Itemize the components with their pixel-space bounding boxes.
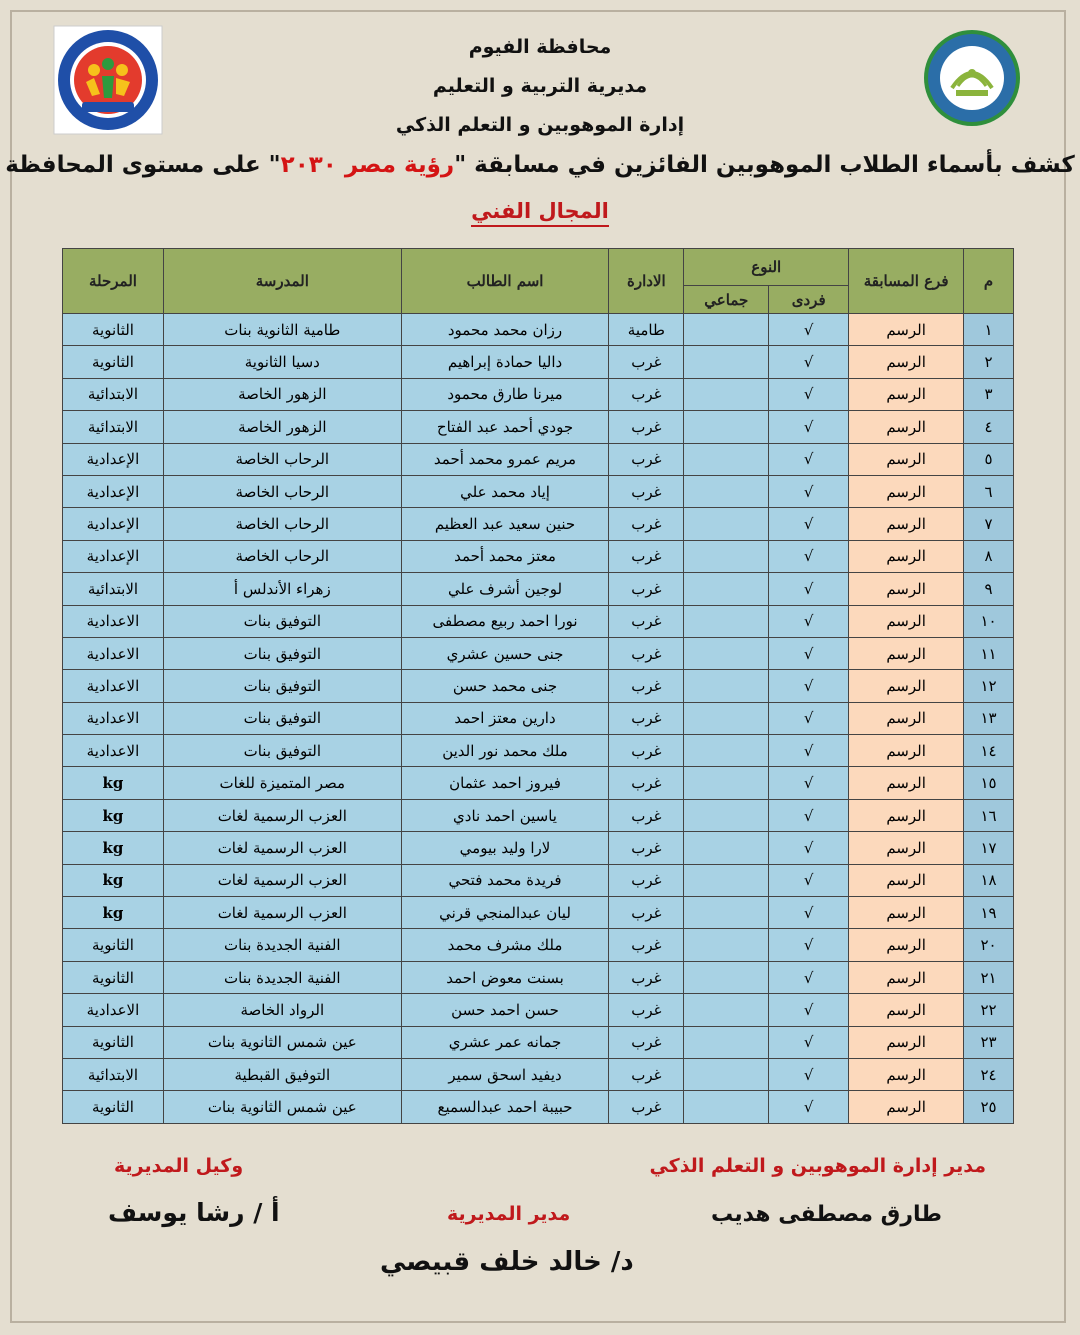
row-admin: غرب xyxy=(609,670,684,702)
row-branch: الرسم xyxy=(849,702,964,734)
row-group xyxy=(684,443,769,475)
row-school: الرحاب الخاصة xyxy=(163,508,401,540)
row-admin: غرب xyxy=(609,767,684,799)
table-row xyxy=(63,670,1014,702)
row-group xyxy=(684,1026,769,1058)
row-student-name: دارين معتز احمد xyxy=(401,702,609,734)
row-group xyxy=(684,799,769,831)
row-admin: غرب xyxy=(609,378,684,410)
row-stage: الابتدائية xyxy=(63,573,164,605)
header-stage: المرحلة xyxy=(63,249,164,314)
row-group xyxy=(684,994,769,1026)
title-highlight: رؤية مصر ٢٠٣٠ xyxy=(280,152,455,178)
row-stage: الإعدادية xyxy=(63,475,164,507)
row-num: ٢٤ xyxy=(964,1058,1014,1090)
row-individual-check: √ xyxy=(769,475,849,507)
row-admin: غرب xyxy=(609,475,684,507)
row-stage: الابتدائية xyxy=(63,411,164,443)
row-branch: الرسم xyxy=(849,1058,964,1090)
row-admin: غرب xyxy=(609,864,684,896)
row-group xyxy=(684,767,769,799)
row-school: التوفيق القبطية xyxy=(163,1058,401,1090)
row-stage: الإعدادية xyxy=(63,540,164,572)
row-admin: غرب xyxy=(609,1026,684,1058)
row-student-name: جمانه عمر عشري xyxy=(401,1026,609,1058)
row-group xyxy=(684,961,769,993)
row-branch: الرسم xyxy=(849,443,964,475)
row-num: ١٢ xyxy=(964,670,1014,702)
row-stage: الثانوية xyxy=(63,929,164,961)
table-row xyxy=(63,605,1014,637)
row-admin: غرب xyxy=(609,799,684,831)
row-school: عين شمس الثانوية بنات xyxy=(163,1026,401,1058)
row-individual-check: √ xyxy=(769,929,849,961)
governorate-name: محافظة الفيوم xyxy=(468,36,612,58)
table-row xyxy=(63,411,1014,443)
row-num: ١ xyxy=(964,314,1014,346)
field-title-text: المجال الفني xyxy=(471,199,609,227)
row-stage: الاعدادية xyxy=(63,994,164,1026)
row-stage: kg xyxy=(63,832,164,864)
row-group xyxy=(684,670,769,702)
table-row xyxy=(63,475,1014,507)
row-num: ١١ xyxy=(964,637,1014,669)
row-num: ١٠ xyxy=(964,605,1014,637)
row-admin: غرب xyxy=(609,1058,684,1090)
title-part-1: كشف بأسماء الطلاب الموهوبين الفائزين في مسابقة " xyxy=(454,152,1075,178)
row-num: ١٧ xyxy=(964,832,1014,864)
row-student-name: حسن احمد حسن xyxy=(401,994,609,1026)
row-student-name: حنين سعيد عبد العظيم xyxy=(401,508,609,540)
deputy-title: وكيل المديرية xyxy=(114,1155,244,1177)
row-individual-check: √ xyxy=(769,443,849,475)
row-branch: الرسم xyxy=(849,605,964,637)
row-branch: الرسم xyxy=(849,475,964,507)
row-branch: الرسم xyxy=(849,897,964,929)
table-row xyxy=(63,832,1014,864)
header-school: المدرسة xyxy=(163,249,401,314)
header-student: اسم الطالب xyxy=(401,249,609,314)
row-stage: الإعدادية xyxy=(63,443,164,475)
row-individual-check: √ xyxy=(769,540,849,572)
row-group xyxy=(684,378,769,410)
field-title xyxy=(0,199,1080,223)
row-admin: غرب xyxy=(609,637,684,669)
table-row xyxy=(63,1091,1014,1123)
row-individual-check: √ xyxy=(769,735,849,767)
table-row xyxy=(63,735,1014,767)
row-individual-check: √ xyxy=(769,411,849,443)
row-individual-check: √ xyxy=(769,637,849,669)
row-student-name: جنى محمد حسن xyxy=(401,670,609,702)
table-row xyxy=(63,1026,1014,1058)
row-school: طامية الثانوية بنات xyxy=(163,314,401,346)
row-stage: الاعدادية xyxy=(63,605,164,637)
row-school: الرحاب الخاصة xyxy=(163,540,401,572)
row-num: ١٣ xyxy=(964,702,1014,734)
table-row xyxy=(63,961,1014,993)
row-admin: غرب xyxy=(609,994,684,1026)
row-individual-check: √ xyxy=(769,670,849,702)
table-row xyxy=(63,994,1014,1026)
director-name: د/ خالد خلف قبيصي xyxy=(380,1247,634,1277)
row-individual-check: √ xyxy=(769,508,849,540)
row-school: الفنية الجديدة بنات xyxy=(163,961,401,993)
row-student-name: إياد محمد علي xyxy=(401,475,609,507)
row-group xyxy=(684,637,769,669)
header-branch: فرع المسابقة xyxy=(849,249,964,314)
header-group: جماعي xyxy=(684,286,769,314)
row-admin: غرب xyxy=(609,702,684,734)
row-stage: kg xyxy=(63,864,164,896)
row-num: ٩ xyxy=(964,573,1014,605)
row-student-name: ملك محمد نور الدين xyxy=(401,735,609,767)
table-row xyxy=(63,443,1014,475)
row-student-name: فيروز احمد عثمان xyxy=(401,767,609,799)
row-individual-check: √ xyxy=(769,573,849,605)
row-admin: غرب xyxy=(609,735,684,767)
row-student-name: ديفيد اسحق سمير xyxy=(401,1058,609,1090)
row-stage: الاعدادية xyxy=(63,702,164,734)
row-admin: غرب xyxy=(609,605,684,637)
row-admin: غرب xyxy=(609,411,684,443)
row-individual-check: √ xyxy=(769,799,849,831)
row-school: دسيا الثانوية xyxy=(163,346,401,378)
row-admin: غرب xyxy=(609,929,684,961)
row-individual-check: √ xyxy=(769,897,849,929)
table-row xyxy=(63,1058,1014,1090)
row-student-name: لوجين أشرف علي xyxy=(401,573,609,605)
row-stage: الابتدائية xyxy=(63,1058,164,1090)
row-stage: الاعدادية xyxy=(63,735,164,767)
row-branch: الرسم xyxy=(849,573,964,605)
row-admin: طامية xyxy=(609,314,684,346)
row-stage: الثانوية xyxy=(63,314,164,346)
row-branch: الرسم xyxy=(849,540,964,572)
row-admin: غرب xyxy=(609,832,684,864)
row-num: ٢٣ xyxy=(964,1026,1014,1058)
row-group xyxy=(684,605,769,637)
row-stage: الثانوية xyxy=(63,1026,164,1058)
row-stage: الثانوية xyxy=(63,346,164,378)
row-individual-check: √ xyxy=(769,832,849,864)
row-stage: الثانوية xyxy=(63,1091,164,1123)
row-school: العزب الرسمية لغات xyxy=(163,832,401,864)
row-group xyxy=(684,1058,769,1090)
row-stage: الإعدادية xyxy=(63,508,164,540)
table-row xyxy=(63,702,1014,734)
row-num: ٢ xyxy=(964,346,1014,378)
table-row xyxy=(63,508,1014,540)
row-num: ٧ xyxy=(964,508,1014,540)
manager-name: طارق مصطفى هديب xyxy=(711,1202,942,1227)
row-num: ٨ xyxy=(964,540,1014,572)
row-student-name: داليا حمادة إبراهيم xyxy=(401,346,609,378)
table-row xyxy=(63,864,1014,896)
row-admin: غرب xyxy=(609,1091,684,1123)
row-stage: kg xyxy=(63,799,164,831)
row-branch: الرسم xyxy=(849,832,964,864)
row-school: التوفيق بنات xyxy=(163,637,401,669)
row-student-name: ياسين احمد نادي xyxy=(401,799,609,831)
row-branch: الرسم xyxy=(849,767,964,799)
row-num: ٢١ xyxy=(964,961,1014,993)
row-num: ٥ xyxy=(964,443,1014,475)
row-school: العزب الرسمية لغات xyxy=(163,864,401,896)
table-row xyxy=(63,799,1014,831)
row-school: الزهور الخاصة xyxy=(163,411,401,443)
row-num: ٢٠ xyxy=(964,929,1014,961)
row-group xyxy=(684,540,769,572)
row-school: زهراء الأندلس أ xyxy=(163,573,401,605)
row-branch: الرسم xyxy=(849,735,964,767)
row-group xyxy=(684,735,769,767)
document-title xyxy=(0,152,1080,178)
row-group xyxy=(684,832,769,864)
row-individual-check: √ xyxy=(769,767,849,799)
row-school: الرحاب الخاصة xyxy=(163,475,401,507)
row-admin: غرب xyxy=(609,346,684,378)
row-branch: الرسم xyxy=(849,799,964,831)
row-num: ٣ xyxy=(964,378,1014,410)
table-row xyxy=(63,573,1014,605)
row-individual-check: √ xyxy=(769,961,849,993)
row-branch: الرسم xyxy=(849,1091,964,1123)
row-num: ١٩ xyxy=(964,897,1014,929)
row-student-name: جنى حسين عشري xyxy=(401,637,609,669)
row-school: العزب الرسمية لغات xyxy=(163,799,401,831)
row-school: التوفيق بنات xyxy=(163,702,401,734)
row-num: ٤ xyxy=(964,411,1014,443)
row-branch: الرسم xyxy=(849,314,964,346)
table-row xyxy=(63,637,1014,669)
deputy-name: أ / رشا يوسف xyxy=(108,1198,280,1227)
row-individual-check: √ xyxy=(769,314,849,346)
row-student-name: ليان عبدالمنجي قرني xyxy=(401,897,609,929)
row-stage: الاعدادية xyxy=(63,670,164,702)
table-row xyxy=(63,346,1014,378)
row-individual-check: √ xyxy=(769,605,849,637)
row-num: ٦ xyxy=(964,475,1014,507)
row-group xyxy=(684,702,769,734)
row-group xyxy=(684,897,769,929)
table-row xyxy=(63,314,1014,346)
department-name: إدارة الموهوبين و التعلم الذكي xyxy=(395,114,685,136)
row-school: الرواد الخاصة xyxy=(163,994,401,1026)
row-student-name: بسنت معوض احمد xyxy=(401,961,609,993)
row-individual-check: √ xyxy=(769,378,849,410)
row-school: الرحاب الخاصة xyxy=(163,443,401,475)
row-branch: الرسم xyxy=(849,961,964,993)
directorate-name: مديرية التربية و التعليم xyxy=(432,75,648,97)
header-admin: الادارة xyxy=(609,249,684,314)
row-branch: الرسم xyxy=(849,994,964,1026)
row-student-name: حبيبة احمد عبدالسميع xyxy=(401,1091,609,1123)
row-school: مصر المتميزة للغات xyxy=(163,767,401,799)
row-individual-check: √ xyxy=(769,702,849,734)
row-branch: الرسم xyxy=(849,929,964,961)
row-group xyxy=(684,508,769,540)
row-school: عين شمس الثانوية بنات xyxy=(163,1091,401,1123)
row-group xyxy=(684,475,769,507)
row-branch: الرسم xyxy=(849,864,964,896)
row-branch: الرسم xyxy=(849,411,964,443)
row-student-name: فريدة محمد فتحي xyxy=(401,864,609,896)
row-num: ١٥ xyxy=(964,767,1014,799)
row-num: ١٨ xyxy=(964,864,1014,896)
row-stage: الابتدائية xyxy=(63,378,164,410)
row-branch: الرسم xyxy=(849,670,964,702)
row-branch: الرسم xyxy=(849,1026,964,1058)
row-admin: غرب xyxy=(609,508,684,540)
table-row xyxy=(63,897,1014,929)
row-student-name: نورا احمد ربيع مصطفى xyxy=(401,605,609,637)
row-group xyxy=(684,1091,769,1123)
row-individual-check: √ xyxy=(769,1026,849,1058)
row-branch: الرسم xyxy=(849,378,964,410)
row-num: ٢٥ xyxy=(964,1091,1014,1123)
row-group xyxy=(684,573,769,605)
row-student-name: لارا وليد بيومي xyxy=(401,832,609,864)
row-admin: غرب xyxy=(609,540,684,572)
row-school: التوفيق بنات xyxy=(163,670,401,702)
row-stage: الثانوية xyxy=(63,961,164,993)
header-num: م xyxy=(964,249,1014,314)
table-row xyxy=(63,540,1014,572)
row-school: الفنية الجديدة بنات xyxy=(163,929,401,961)
row-student-name: معتز محمد أحمد xyxy=(401,540,609,572)
row-branch: الرسم xyxy=(849,637,964,669)
row-stage: kg xyxy=(63,897,164,929)
row-stage: kg xyxy=(63,767,164,799)
header-individual: فردى xyxy=(769,286,849,314)
row-group xyxy=(684,864,769,896)
row-individual-check: √ xyxy=(769,346,849,378)
row-admin: غرب xyxy=(609,573,684,605)
row-branch: الرسم xyxy=(849,508,964,540)
row-individual-check: √ xyxy=(769,994,849,1026)
row-student-name: مريم عمرو محمد أحمد xyxy=(401,443,609,475)
row-school: الزهور الخاصة xyxy=(163,378,401,410)
manager-title: مدير إدارة الموهوبين و التعلم الذكي xyxy=(649,1155,986,1177)
row-student-name: ميرنا طارق محمود xyxy=(401,378,609,410)
row-admin: غرب xyxy=(609,961,684,993)
table-row xyxy=(63,378,1014,410)
row-student-name: جودي أحمد عبد الفتاح xyxy=(401,411,609,443)
table-row xyxy=(63,767,1014,799)
table-row xyxy=(63,929,1014,961)
row-individual-check: √ xyxy=(769,1091,849,1123)
row-stage: الاعدادية xyxy=(63,637,164,669)
row-student-name: ملك مشرف محمد xyxy=(401,929,609,961)
director-title: مدير المديرية xyxy=(447,1203,571,1225)
row-num: ٢٢ xyxy=(964,994,1014,1026)
row-school: العزب الرسمية لغات xyxy=(163,897,401,929)
row-branch: الرسم xyxy=(849,346,964,378)
row-num: ١٦ xyxy=(964,799,1014,831)
row-individual-check: √ xyxy=(769,1058,849,1090)
row-group xyxy=(684,411,769,443)
row-group xyxy=(684,314,769,346)
row-num: ١٤ xyxy=(964,735,1014,767)
row-school: التوفيق بنات xyxy=(163,735,401,767)
row-admin: غرب xyxy=(609,443,684,475)
winners-table xyxy=(62,248,1014,1124)
title-part-2: " على مستوى المحافظة xyxy=(5,152,281,178)
row-group xyxy=(684,346,769,378)
row-individual-check: √ xyxy=(769,864,849,896)
row-student-name: رزان محمد محمود xyxy=(401,314,609,346)
row-school: التوفيق بنات xyxy=(163,605,401,637)
row-admin: غرب xyxy=(609,897,684,929)
header-type: النوع xyxy=(684,249,849,286)
row-group xyxy=(684,929,769,961)
